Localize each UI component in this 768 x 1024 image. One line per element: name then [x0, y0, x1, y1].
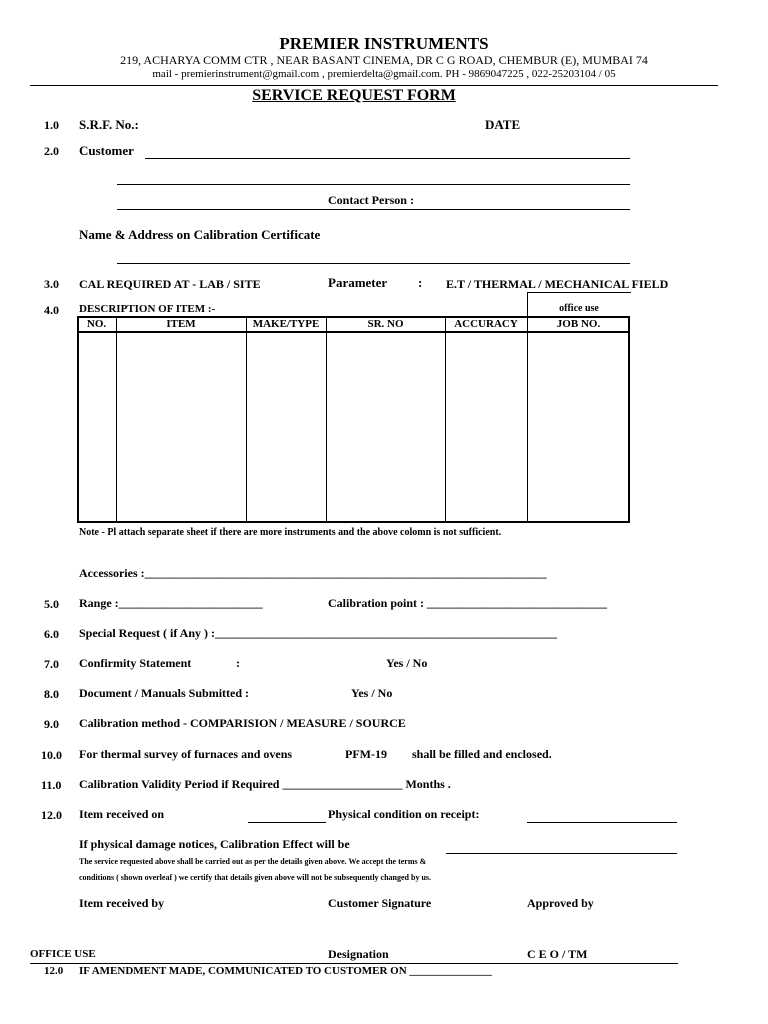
section-12-number: 12.0 — [41, 808, 62, 822]
section-10-number: 10.0 — [41, 748, 62, 762]
approved-by-label: Approved by — [527, 896, 594, 910]
column-header-item: ITEM — [166, 318, 196, 330]
cal-required-label: CAL REQUIRED AT - LAB / SITE — [79, 277, 261, 291]
pfm-code: PFM-19 — [345, 747, 387, 761]
footer-section-number: 12.0 — [44, 965, 64, 977]
physical-condition-line[interactable] — [527, 822, 677, 823]
column-header-make-type: MAKE/TYPE — [252, 318, 320, 330]
designation-label: Designation — [328, 947, 389, 961]
section-5-number: 5.0 — [44, 597, 59, 611]
contact-person-label: Contact Person : — [328, 193, 414, 207]
item-received-on-label: Item received on — [79, 807, 165, 821]
column-header-job-no: JOB NO. — [556, 318, 601, 330]
contact-person-line[interactable] — [117, 209, 630, 210]
col-divider-4 — [445, 316, 446, 523]
section-1-number: 1.0 — [44, 118, 59, 132]
column-header-no: NO. — [86, 318, 107, 330]
section-4-number: 4.0 — [44, 303, 59, 317]
thermal-survey-rest: shall be filled and enclosed. — [412, 747, 552, 761]
col-divider-5 — [527, 316, 528, 523]
col-divider-1 — [116, 316, 117, 523]
calibration-point-field[interactable]: Calibration point : ______________________________ — [328, 596, 608, 610]
range-field[interactable]: Range :________________________ — [79, 596, 263, 610]
col-divider-2 — [246, 316, 247, 523]
company-name: PREMIER INSTRUMENTS — [279, 34, 489, 53]
item-table-header-divider — [77, 331, 630, 333]
damage-line[interactable] — [446, 853, 677, 854]
documents-label: Document / Manuals Submitted : — [79, 686, 250, 700]
section-2-number: 2.0 — [44, 144, 59, 158]
item-received-on-line[interactable] — [248, 822, 326, 823]
office-use-top — [527, 292, 631, 293]
section-3-number: 3.0 — [44, 277, 59, 291]
parameter-label: Parameter — [328, 275, 388, 290]
header-divider — [30, 85, 718, 86]
confirmity-options[interactable]: Yes / No — [386, 656, 428, 670]
item-received-by-label: Item received by — [79, 896, 165, 910]
description-label: DESCRIPTION OF ITEM :- — [79, 303, 216, 315]
form-title: SERVICE REQUEST FORM — [252, 87, 456, 104]
thermal-survey-label: For thermal survey of furnaces and ovens — [79, 747, 293, 761]
customer-label: Customer — [79, 143, 134, 158]
terms-line-1: The service requested above shall be carried out as per the details given above. We accept the terms & — [79, 857, 427, 866]
column-header-sr-no: SR. NO — [367, 318, 404, 330]
section-11-number: 11.0 — [41, 778, 62, 792]
special-request-field[interactable]: Special Request ( if Any ) :_________________________________________________________ — [79, 626, 557, 640]
calibration-method-label: Calibration method - COMPARISION / MEASURE / SOURCE — [79, 716, 406, 730]
accessories-field[interactable]: Accessories :___________________________________________________________________ — [79, 566, 547, 580]
date-label: DATE — [485, 117, 521, 132]
physical-condition-label: Physical condition on receipt: — [328, 807, 480, 821]
validity-period-field[interactable]: Calibration Validity Period if Required ____________________ Months . — [79, 777, 451, 791]
terms-line-2: conditions ( shown overleaf ) we certify that details given above will not be subsequently changed by us. — [79, 873, 432, 882]
parameter-colon: : — [418, 275, 423, 290]
col-divider-3 — [326, 316, 327, 523]
confirmity-colon: : — [236, 656, 240, 670]
damage-label: If physical damage notices, Calibration Effect will be — [79, 837, 350, 851]
section-8-number: 8.0 — [44, 687, 59, 701]
name-address-label: Name & Address on Calibration Certificate — [79, 227, 321, 242]
confirmity-label: Confirmity Statement — [79, 656, 192, 670]
company-contact: mail - premierinstrument@gmail.com , premierdelta@gmail.com. PH - 9869047225 , 022-25203104 / 05 — [152, 68, 616, 80]
item-table — [77, 316, 630, 523]
section-7-number: 7.0 — [44, 657, 59, 671]
section-6-number: 6.0 — [44, 627, 59, 641]
office-use-label: office use — [559, 303, 599, 314]
ceo-label: C E O / TM — [527, 947, 588, 961]
column-header-accuracy: ACCURACY — [454, 318, 518, 330]
amendment-field[interactable]: IF AMENDMENT MADE, COMMUNICATED TO CUSTOMER ON _______________ — [79, 965, 492, 977]
footer-divider — [30, 963, 678, 964]
customer-line-1[interactable] — [145, 158, 630, 159]
table-note: Note - Pl attach separate sheet if there are more instruments and the above colomn is not sufficient. — [79, 527, 502, 538]
documents-options[interactable]: Yes / No — [351, 686, 393, 700]
company-address: 219, ACHARYA COMM CTR , NEAR BASANT CINEMA, DR C G ROAD, CHEMBUR (E), MUMBAI 74 — [120, 53, 648, 67]
customer-line-2[interactable] — [117, 184, 630, 185]
section-9-number: 9.0 — [44, 717, 59, 731]
office-use-footer-label: OFFICE USE — [30, 948, 96, 960]
srf-no-label: S.R.F. No.: — [79, 117, 139, 132]
customer-signature-label: Customer Signature — [328, 896, 432, 910]
parameter-fields: E.T / THERMAL / MECHANICAL FIELD — [446, 277, 669, 291]
name-address-line[interactable] — [117, 263, 630, 264]
